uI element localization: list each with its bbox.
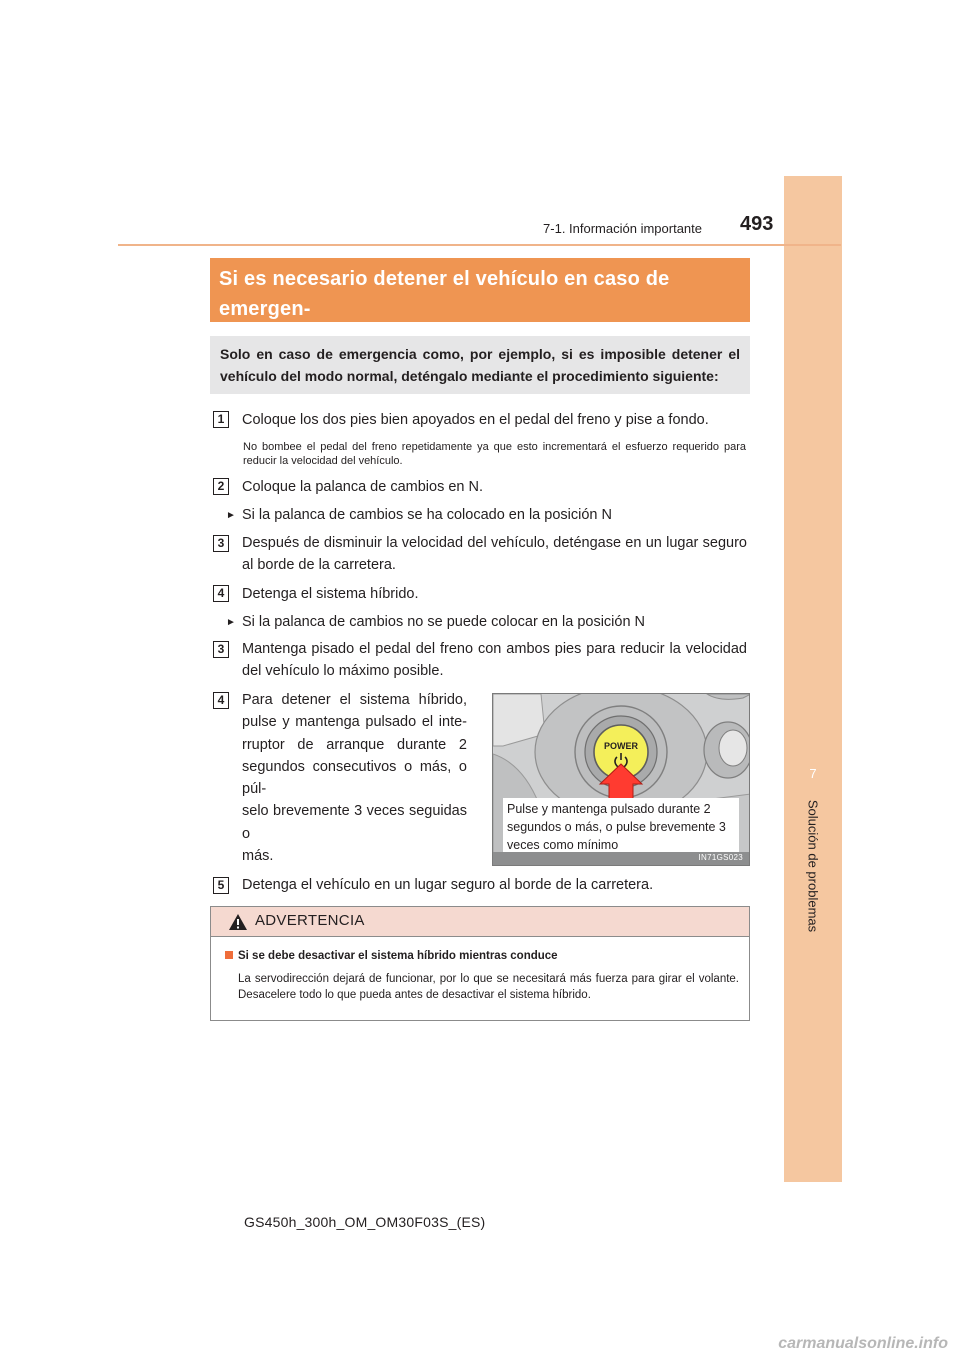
triangle-bullet-icon: ►: [226, 510, 236, 521]
step-text-3: Después de disminuir la velocidad del vehículo, deténgase en un lugar seguro al borde de la carretera.: [242, 535, 747, 573]
page-number: 493: [740, 213, 774, 235]
warning-subtitle: [225, 950, 558, 962]
section-header: 7-1. Información importante: [543, 221, 702, 236]
warning-body: La servodirección dejará de funcionar, por lo que se necesitará más fuerza para girar el volante. Desacelere todo lo que pueda antes de desactivar el sistema híbrido.: [238, 973, 739, 1001]
step-number-2: 2: [213, 478, 229, 495]
step-number-4b: 4: [213, 692, 229, 709]
step-number-4: 4: [213, 585, 229, 602]
chapter-number: 7: [809, 766, 817, 781]
step-text-3b: Mantenga pisado el pedal del freno con ambos pies para reducir la velocidad del vehículo lo máximo posible.: [242, 641, 747, 679]
section-title: [210, 258, 750, 322]
condition-b: [226, 611, 746, 634]
chapter-label: Solución de problemas: [805, 799, 821, 933]
condition-a-text: Si la palanca de cambios se ha colocado en la posición N: [242, 507, 612, 523]
condition-b-text: Si la palanca de cambios no se puede colocar en la posición N: [242, 614, 646, 630]
warning-title: ADVERTENCIA: [255, 912, 365, 929]
triangle-bullet-icon: ►: [226, 617, 236, 628]
header-rule: [118, 244, 841, 246]
warning-triangle-icon: [228, 913, 248, 931]
square-bullet-icon: [225, 951, 233, 959]
step-4b-line: selo brevemente 3 veces seguidas o: [242, 803, 467, 842]
step-text-4: Detenga el sistema híbrido.: [242, 586, 419, 602]
step-note: No bombee el pedal del freno repetidamente ya que esto incrementará el esfuerzo requerido para reducir la velocidad del vehículo.: [243, 441, 746, 467]
step-4b-line: más.: [242, 848, 274, 865]
warning-header: [211, 907, 749, 937]
illustration-callout: Pulse y mantenga pulsado durante 2 segundos o más, o pulse brevemente 3 veces como mínimo: [503, 798, 739, 852]
intro-box: Solo en caso de emergencia como, por ejemplo, si es imposible detener el vehículo del modo normal, deténgalo mediante el procedimiento siguiente:: [210, 336, 750, 394]
watermark: carmanualsonline.info: [778, 1335, 948, 1352]
warning-subtitle-text: Si se debe desactivar el sistema híbrido mientras conduce: [238, 950, 558, 962]
step-number-3b: 3: [213, 641, 229, 658]
chapter-number-block: [784, 176, 842, 856]
power-switch-illustration: [492, 693, 750, 866]
step-text-2: Coloque la palanca de cambios en N.: [242, 479, 484, 495]
step-4b-line: rruptor de arranque durante 2: [242, 736, 467, 753]
step-4b-line: segundos consecutivos o más, o púl-: [242, 758, 467, 798]
power-button-label: POWER: [603, 741, 639, 751]
step-number-3: 3: [213, 535, 229, 552]
step-number-5: 5: [213, 877, 229, 894]
footer-code: GS450h_300h_OM_OM30F03S_(ES): [244, 1214, 486, 1230]
illustration-code: IN71GS023: [698, 853, 743, 862]
step-text-1: Coloque los dos pies bien apoyados en el pedal del freno y pise a fondo.: [242, 412, 709, 428]
step-text-4b: [242, 689, 467, 867]
step-4b-line: pulse y mantenga pulsado el inte-: [242, 714, 467, 731]
step-number-1: 1: [213, 411, 229, 428]
step-4b-line: Para detener el sistema híbrido,: [242, 692, 467, 708]
warning-box: [210, 906, 750, 1021]
step-text-5: Detenga el vehículo en un lugar seguro al borde de la carretera.: [242, 877, 654, 893]
condition-a: [226, 504, 746, 527]
section-title-line1: Si es necesario detener el vehículo en caso de emergen-: [219, 268, 670, 320]
